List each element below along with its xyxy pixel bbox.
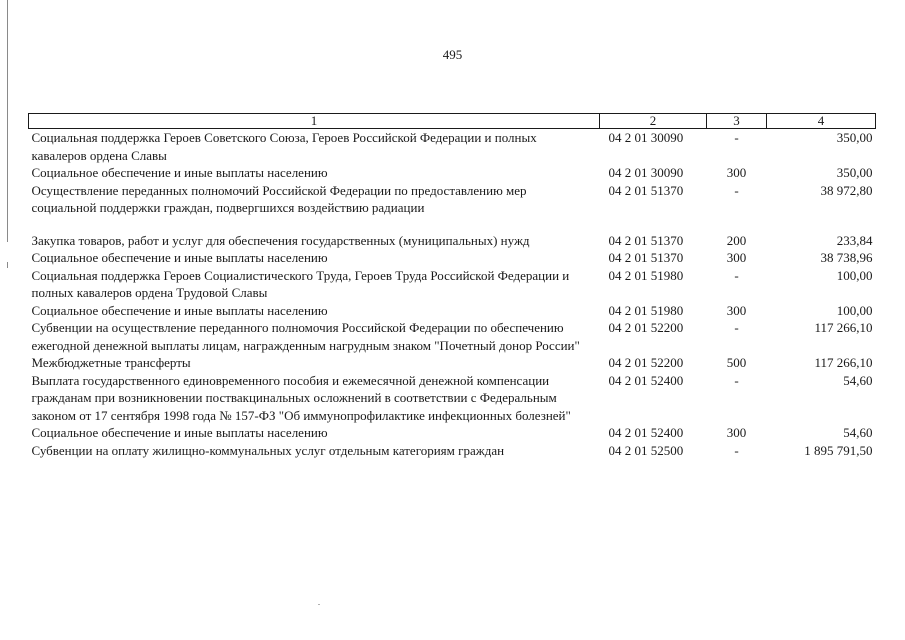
- row-type: 300: [726, 425, 747, 440]
- row-type: 500: [726, 355, 747, 370]
- table-row: [29, 182, 876, 217]
- scan-speck: [318, 604, 320, 605]
- row-code: 04 2 01 51980: [608, 302, 684, 318]
- row-amount: 100,00: [836, 302, 873, 318]
- row-name: Социальное обеспечение и иные выплаты населению: [31, 165, 328, 180]
- table-row: [29, 442, 876, 460]
- column-header-name: 1: [29, 114, 600, 129]
- row-amount: 117 266,10: [814, 320, 873, 335]
- row-name: Социальное обеспечение и иные выплаты населению: [31, 425, 328, 440]
- row-name: Социальное обеспечение и иные выплаты населению: [31, 250, 328, 265]
- column-header-code: 2: [600, 114, 707, 129]
- table-row: [29, 302, 876, 320]
- row-amount: 38 738,96: [820, 250, 873, 265]
- row-name: Субвенции на осуществление переданного полномочия Российской Федерации по обеспечению ежегодной денежной выплаты лицам, награжденным нагрудным знаком "Почетный донор России": [31, 320, 580, 353]
- row-amount: 350,00: [836, 130, 873, 145]
- row-amount: 117 266,10: [814, 355, 873, 370]
- row-name: Выплата государственного единовременного пособия и ежемесячной денежной компенсации гражданам при возникновении поствакцинальных осложнений в соответствии с Федеральным законом от 17 сентября 1998 года № 157-ФЗ "Об иммунопрофилактике инфекционных болезней": [31, 372, 571, 423]
- row-code: 04 2 01 51980: [608, 267, 684, 283]
- row-amount: 350,00: [836, 165, 873, 180]
- row-amount: 1 895 791,50: [804, 442, 873, 458]
- row-type: -: [734, 267, 739, 283]
- table-row: [29, 164, 876, 182]
- table-header-row: [29, 114, 876, 129]
- table-row: [29, 319, 876, 354]
- row-type: 300: [726, 302, 747, 318]
- scan-left-edge-line: [7, 0, 8, 242]
- row-code: 04 2 01 30090: [608, 130, 684, 145]
- column-header-type: 3: [707, 114, 767, 129]
- row-amount: 54,60: [843, 372, 873, 388]
- row-code: 04 2 01 52200: [608, 355, 684, 370]
- row-name: Социальная поддержка Героев Социалистического Труда, Героев Труда Российской Федерации и полных кавалеров ордена Трудовой Славы: [31, 267, 570, 300]
- column-header-amount: 4: [767, 114, 876, 129]
- table-row: [29, 267, 876, 302]
- row-name: Субвенции на оплату жилищно-коммунальных услуг отдельным категориям граждан: [31, 442, 505, 458]
- row-name: Осуществление переданных полномочий Российской Федерации по предоставлению мер социальной поддержки граждан, подвергшихся воздействию радиации: [31, 182, 527, 215]
- table-row: [29, 354, 876, 372]
- row-code: 04 2 01 52500: [608, 442, 684, 458]
- table-row: [29, 424, 876, 442]
- budget-table: [28, 113, 876, 459]
- row-code: 04 2 01 52200: [608, 320, 684, 335]
- row-amount: 233,84: [836, 232, 873, 248]
- table-row: [29, 249, 876, 267]
- row-type: -: [734, 442, 739, 458]
- row-type: -: [734, 182, 739, 198]
- row-type: 300: [726, 250, 747, 265]
- row-code: 04 2 01 52400: [608, 372, 684, 388]
- row-name: Социальная поддержка Героев Советского Союза, Героев Российской Федерации и полных кавалеров ордена Славы: [31, 130, 537, 163]
- row-code: 04 2 01 30090: [608, 165, 684, 180]
- row-type: -: [734, 130, 739, 145]
- row-code: 04 2 01 51370: [608, 182, 684, 198]
- table-row: [29, 129, 876, 165]
- row-type: 300: [726, 165, 747, 180]
- row-amount: 38 972,80: [820, 182, 873, 198]
- row-amount: 54,60: [843, 425, 873, 440]
- row-type: -: [734, 320, 739, 335]
- row-amount: 100,00: [836, 267, 873, 283]
- row-name: Закупка товаров, работ и услуг для обеспечения государственных (муниципальных) нужд: [31, 232, 530, 248]
- table-row: [29, 372, 876, 425]
- row-type: 200: [726, 232, 747, 248]
- row-name: Социальное обеспечение и иные выплаты населению: [31, 302, 328, 318]
- row-code: 04 2 01 51370: [608, 232, 684, 248]
- row-name: Межбюджетные трансферты: [31, 355, 191, 370]
- table-row: [29, 232, 876, 250]
- page-number: 495: [442, 47, 463, 62]
- row-code: 04 2 01 51370: [608, 250, 684, 265]
- scan-left-edge-mark: [7, 262, 8, 268]
- row-code: 04 2 01 52400: [608, 425, 684, 440]
- row-spacer: [29, 217, 876, 232]
- row-type: -: [734, 372, 739, 388]
